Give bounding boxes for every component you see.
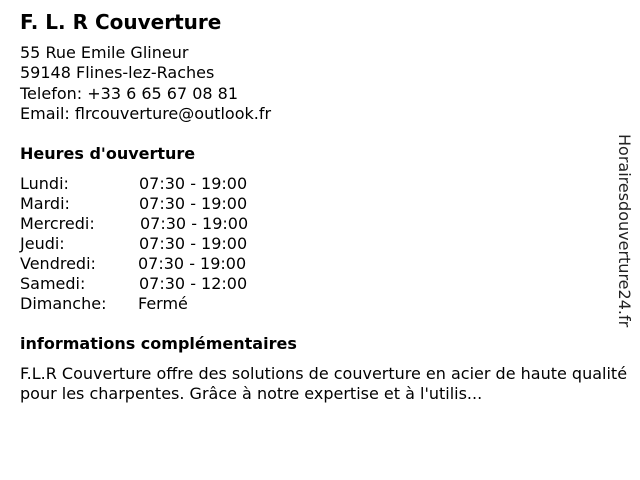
hours-row-saturday (20, 274, 280, 294)
contact-block (20, 43, 271, 124)
time-value: 07:30 - 12:00 (139, 274, 248, 293)
day-label: Samedi: (20, 274, 86, 293)
time-value: 07:30 - 19:00 (139, 174, 248, 193)
time-value: 07:30 - 19:00 (139, 234, 248, 253)
time-value: 07:30 - 19:00 (138, 254, 247, 273)
opening-hours-table (20, 174, 280, 314)
site-watermark: Horairesdouverture24.fr (615, 134, 634, 328)
hours-heading: Heures d'ouverture (20, 144, 196, 163)
email-address: Email: flrcouverture@outlook.fr (20, 103, 272, 123)
hours-row-thursday (20, 234, 280, 254)
day-label: Jeudi: (20, 234, 65, 253)
day-label: Mardi: (20, 194, 70, 213)
time-value: 07:30 - 19:00 (140, 214, 249, 233)
day-label: Dimanche: (20, 294, 107, 313)
hours-row-friday (20, 254, 280, 274)
phone-number: Telefon: +33 6 65 67 08 81 (20, 83, 239, 103)
hours-row-sunday (20, 294, 280, 314)
business-description: F.L.R Couverture offre des solutions de couverture en acier de haute qualité pour les charpentes. Grâce à notre expertise et à l'utilis... (20, 364, 628, 403)
day-label: Mercredi: (20, 214, 95, 233)
day-label: Lundi: (20, 174, 69, 193)
hours-row-tuesday (20, 194, 280, 214)
day-label: Vendredi: (20, 254, 96, 273)
time-value: Fermé (138, 294, 188, 313)
hours-row-monday (20, 174, 280, 194)
hours-row-wednesday (20, 214, 280, 234)
info-heading: informations complémentaires (20, 334, 297, 353)
business-name: F. L. R Couverture (20, 10, 222, 34)
time-value: 07:30 - 19:00 (139, 194, 248, 213)
city-postcode: 59148 Flines-lez-Raches (20, 63, 215, 83)
street-address: 55 Rue Emile Glineur (20, 43, 189, 62)
